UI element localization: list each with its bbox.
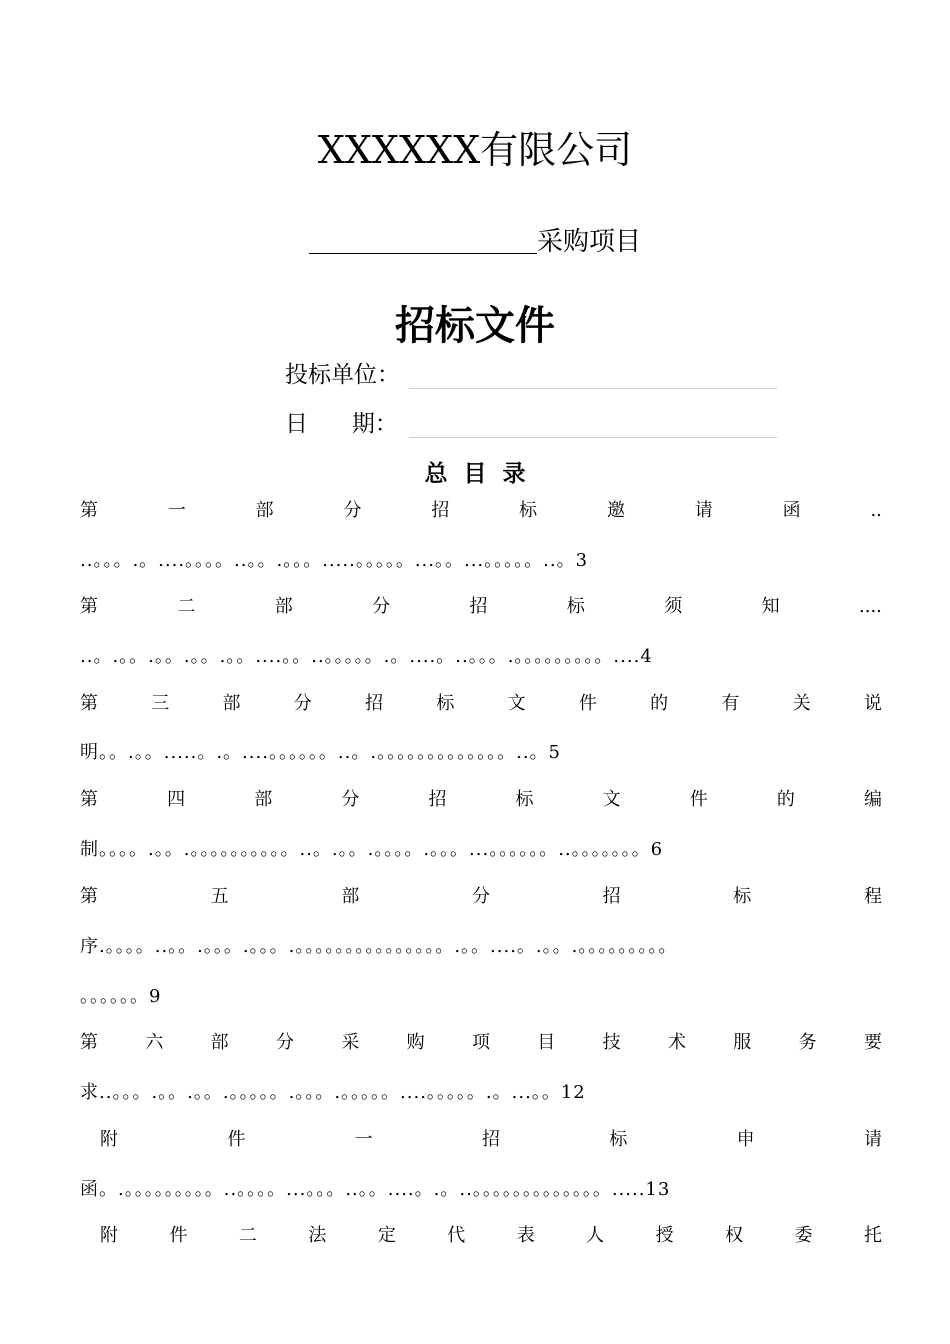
toc-entry-6-line2 [80, 1078, 882, 1108]
toc-char: 一 [354, 1129, 373, 1150]
toc-char: 分 [293, 693, 312, 714]
date-blank-line [409, 437, 777, 438]
toc-char: 六 [145, 1032, 164, 1053]
toc-char: 二 [238, 1225, 257, 1246]
toc-char: 技 [602, 1032, 621, 1053]
toc-char: 术 [667, 1032, 686, 1053]
toc-entry-1-line1 [80, 496, 882, 526]
toc-char: 邀 [606, 500, 625, 521]
toc-char: 件 [578, 693, 597, 714]
toc-entry-8-line1 [100, 1221, 882, 1251]
toc-char: 第 [80, 886, 98, 907]
toc-char: 项 [471, 1032, 490, 1053]
toc-leader: 。。。。。。9 [80, 986, 162, 1007]
toc-char: 四 [167, 789, 186, 810]
toc-char: 三 [151, 693, 170, 714]
toc-char: 标 [566, 596, 585, 617]
toc-char: 请 [694, 500, 713, 521]
toc-char: 定 [377, 1225, 396, 1246]
toc-char: 分 [372, 596, 391, 617]
toc-char: 五 [210, 886, 229, 907]
toc-char: 有 [721, 693, 740, 714]
toc-char: 文 [602, 789, 621, 810]
toc-char: 标 [733, 886, 752, 907]
toc-leader: 明。。.。。.....。.。....。。。。。。..。.。。。。。。。。。。。。。..。5 [80, 742, 561, 763]
toc-char: 购 [406, 1032, 425, 1053]
toc-char: 目 [537, 1032, 556, 1053]
toc-char: 法 [308, 1225, 327, 1246]
toc-char: 知 [761, 596, 780, 617]
toc-char: 分 [471, 886, 490, 907]
toc-char: 采 [341, 1032, 360, 1053]
toc-char: 程 [863, 886, 882, 907]
toc-char: 授 [655, 1225, 674, 1246]
toc-char: 件 [169, 1225, 188, 1246]
toc-entry-1-line2 [80, 546, 882, 576]
toc-char: 申 [736, 1129, 755, 1150]
toc-entry-5-line3 [80, 982, 882, 1012]
bidder-field [285, 358, 400, 392]
toc-char: 部 [254, 789, 273, 810]
project-name-blank [309, 223, 537, 254]
toc-char: 第 [80, 500, 98, 521]
toc-char: 表 [516, 1225, 535, 1246]
toc-char: 一 [167, 500, 186, 521]
toc-char: 服 [733, 1032, 752, 1053]
date-field [285, 407, 398, 441]
toc-leader: ..。.。。.。。.。。.。。....。。..。。。。。.。....。..。。。.。。。。。。。。。....4 [80, 646, 653, 667]
project-title [0, 222, 950, 262]
toc-char: 分 [275, 1032, 294, 1053]
toc-char: 第 [80, 596, 98, 617]
toc-char: 附 [100, 1225, 118, 1246]
toc-char: 托 [863, 1225, 882, 1246]
toc-char: 部 [341, 886, 360, 907]
toc-entry-7-line1 [100, 1125, 882, 1155]
toc-char: 二 [177, 596, 196, 617]
toc-entry-3-line2 [80, 738, 882, 768]
toc-char: 招 [365, 693, 384, 714]
toc-char: 招 [481, 1129, 500, 1150]
toc-char: 部 [210, 1032, 229, 1053]
bidder-label: 投标单位： [285, 362, 400, 388]
toc-char: 标 [609, 1129, 628, 1150]
toc-leader: 函。.。。。。。。。。。..。。。。...。。。..。。....。.。..。。。。。。。。。。。。。.....13 [80, 1179, 671, 1200]
toc-leader: ..。。。.。....。。。。..。。.。。。.....。。。。。...。。...。。。。。..。3 [80, 550, 589, 571]
toc-char: 人 [586, 1225, 605, 1246]
bidder-blank-line [409, 388, 777, 389]
toc-char: 招 [602, 886, 621, 907]
toc-char: 招 [428, 789, 447, 810]
toc-char: 标 [436, 693, 455, 714]
toc-char: 招 [469, 596, 488, 617]
toc-heading: 总 目 录 [424, 460, 526, 487]
toc-char: 分 [343, 500, 362, 521]
toc-leader: 制。。。。.。。.。。。。。。。。。。..。.。。.。。。。.。。。...。。。。。。..。。。。。。。6 [80, 839, 664, 860]
toc-char: 部 [222, 693, 241, 714]
project-suffix: 采购项目 [536, 227, 641, 257]
toc-char: 编 [863, 789, 882, 810]
toc-char: 第 [80, 693, 98, 714]
toc-entry-2-line2 [80, 642, 882, 672]
toc-char: 委 [794, 1225, 813, 1246]
toc-char: 关 [792, 693, 811, 714]
toc-entry-5-line2 [80, 932, 882, 962]
toc-leader: 序.。。。。..。。.。。。.。。。.。。。。。。。。。。。。。。。.。。....。.。。.。。。。。。。。。 [80, 936, 678, 957]
toc-char: 招 [431, 500, 450, 521]
toc-char: 部 [274, 596, 293, 617]
date-label: 日 期： [285, 411, 398, 437]
toc-char: 的 [776, 789, 795, 810]
toc-char: 标 [519, 500, 538, 521]
toc-entry-2-line1 [80, 592, 882, 622]
toc-entry-3-line1 [80, 689, 882, 719]
toc-char: 函 [782, 500, 801, 521]
toc-char: 权 [725, 1225, 744, 1246]
toc-char: .. [870, 500, 882, 521]
toc-char: 的 [650, 693, 669, 714]
toc-entry-7-line2 [80, 1175, 882, 1205]
toc-char: 第 [80, 789, 98, 810]
toc-char: 务 [798, 1032, 817, 1053]
company-name: XXXXXX有限公司 [317, 128, 633, 172]
toc-char: 第 [80, 1032, 98, 1053]
toc-char: 附 [100, 1129, 118, 1150]
toc-char: 请 [863, 1129, 882, 1150]
toc-char: 须 [664, 596, 683, 617]
toc-char: 文 [507, 693, 526, 714]
toc-char: 分 [341, 789, 360, 810]
toc-entry-5-line1 [80, 882, 882, 912]
toc-char: 标 [515, 789, 534, 810]
toc-char: 件 [689, 789, 708, 810]
toc-entry-4-line2 [80, 835, 882, 865]
document-title: 招标文件 [395, 302, 555, 349]
toc-entry-4-line1 [80, 785, 882, 815]
toc-leader: 求..。。。.。。.。。.。。。。。.。。。.。。。。。....。。。。。.。...。。12 [80, 1082, 586, 1103]
toc-char: 件 [227, 1129, 246, 1150]
toc-char: .... [859, 596, 882, 617]
toc-entry-6-line1 [80, 1028, 882, 1058]
toc-char: 要 [863, 1032, 882, 1053]
toc-char: 部 [255, 500, 274, 521]
toc-char: 说 [863, 693, 882, 714]
toc-char: 代 [447, 1225, 466, 1246]
